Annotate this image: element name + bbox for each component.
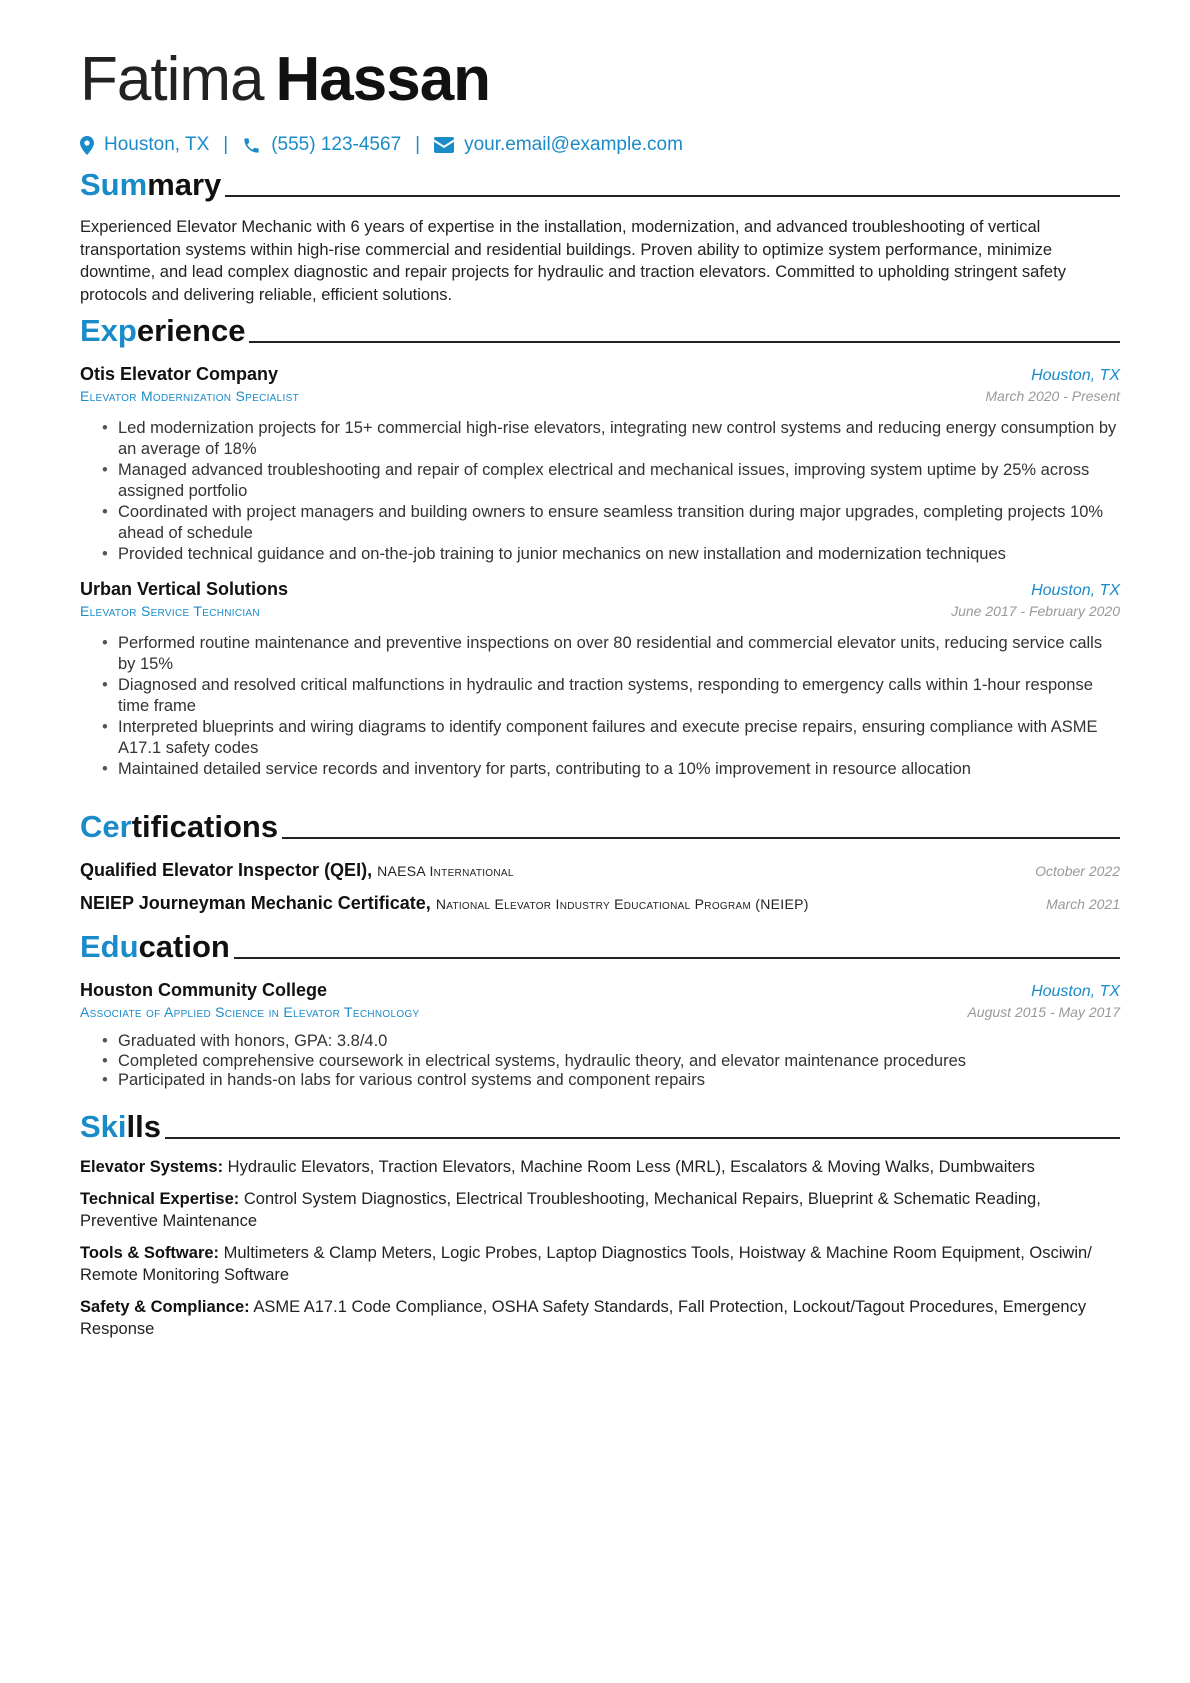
education-entry xyxy=(80,980,1120,1091)
first-name: Fatima xyxy=(80,45,264,114)
map-pin-icon xyxy=(80,136,94,155)
job-entry xyxy=(80,364,1120,565)
list-item: • Performed routine maintenance and preventive inspections on over 80 residential and commercial elevator units, reducing service calls by 15% xyxy=(102,634,1103,673)
section-title: Education xyxy=(80,929,230,964)
contact-email[interactable] xyxy=(434,134,683,156)
section-title: Skills xyxy=(80,1109,161,1144)
location-text: Houston, TX xyxy=(104,134,210,155)
list-item: • Completed comprehensive coursework in electrical systems, hydraulic theory, and elevator maintenance procedures xyxy=(102,1051,967,1070)
job-bullets xyxy=(80,418,1120,565)
list-item: • Led modernization projects for 15+ commercial high-rise elevators, integrating new control systems and reducing energy consumption by an average of 18% xyxy=(102,419,1117,458)
section-header xyxy=(80,804,1120,844)
job-location: Houston, TX xyxy=(1031,582,1120,599)
list-item: • Graduated with honors, GPA: 3.8/4.0 xyxy=(102,1032,388,1050)
section-rule xyxy=(282,837,1120,839)
job-title: Elevator Modernization Specialist xyxy=(80,388,299,404)
phone-text: (555) 123-4567 xyxy=(271,134,402,155)
cert-name: Qualified Elevator Inspector (QEI) xyxy=(80,860,368,880)
section-rule xyxy=(225,195,1120,197)
certifications-section xyxy=(80,804,1120,914)
education-section xyxy=(80,924,1120,1091)
section-rule xyxy=(234,957,1120,959)
job-title: Elevator Service Technician xyxy=(80,603,260,619)
certification-item: NEIEP Journeyman Mechanic Certificate, National Elevator Industry Educational Program (NEIEP) March 2021 xyxy=(80,893,1120,913)
section-header xyxy=(80,924,1120,964)
summary-section xyxy=(80,162,1120,306)
cert-org: National Elevator Industry Educational Program (NEIEP) xyxy=(435,896,809,912)
section-title: Summary xyxy=(80,167,222,202)
cert-org: NAESA International xyxy=(377,863,514,879)
skill-row: Tools & Software: Multimeters & Clamp Meters, Logic Probes, Laptop Diagnostics Tools, Hoistway & Machine Room Equipment, Osciwin/ Remote Monitoring Software xyxy=(80,1243,1092,1284)
cert-date: October 2022 xyxy=(1035,863,1120,879)
contact-location xyxy=(80,134,209,156)
list-item: • Maintained detailed service records and inventory for parts, contributing to a 10% improvement in resource allocation xyxy=(102,760,971,778)
list-item: • Interpreted blueprints and wiring diagrams to identify component failures and execute precise repairs, ensuring compliance with ASME A17.1 safety codes xyxy=(102,718,1098,757)
school-location: Houston, TX xyxy=(1031,983,1120,1000)
contact-separator: | xyxy=(415,134,421,155)
list-item: • Managed advanced troubleshooting and repair of complex electrical and mechanical issues, improving system uptime by 25% across assigned portfolio xyxy=(102,461,1090,500)
job-bullets xyxy=(80,633,1120,780)
education-dates: August 2015 - May 2017 xyxy=(967,1004,1120,1020)
skill-row: Elevator Systems: Hydraulic Elevators, Traction Elevators, Machine Room Less (MRL), Escalators & Moving Walks, Dumbwaiters xyxy=(80,1158,1035,1176)
contact-line xyxy=(80,134,683,156)
education-bullets xyxy=(80,1032,1120,1091)
company-name: Otis Elevator Company xyxy=(80,364,279,384)
cert-name: NEIEP Journeyman Mechanic Certificate xyxy=(80,893,426,913)
job-location: Houston, TX xyxy=(1031,367,1120,384)
envelope-icon xyxy=(434,137,454,153)
email-text: your.email@example.com xyxy=(464,134,683,155)
skill-row: Safety & Compliance: ASME A17.1 Code Compliance, OSHA Safety Standards, Fall Protection, Lockout/Tagout Procedures, Emergency Response xyxy=(80,1297,1087,1338)
section-header xyxy=(80,308,1120,348)
section-header xyxy=(80,1104,1120,1144)
section-title: Certifications xyxy=(80,809,279,844)
section-rule xyxy=(249,341,1120,343)
degree: Associate of Applied Science in Elevator Technology xyxy=(80,1004,420,1020)
list-item: • Diagnosed and resolved critical malfunctions in hydraulic and traction systems, responding to emergency calls within 1-hour response time frame xyxy=(102,676,1093,715)
candidate-name xyxy=(80,42,490,118)
phone-icon xyxy=(242,136,261,155)
contact-separator: | xyxy=(223,134,229,155)
skills-section xyxy=(80,1104,1120,1341)
last-name: Hassan xyxy=(275,45,491,114)
section-header xyxy=(80,162,1120,202)
section-title: Experience xyxy=(80,313,246,348)
job-entry xyxy=(80,579,1120,780)
cert-date: March 2021 xyxy=(1046,896,1120,912)
list-item: • Participated in hands-on labs for various control systems and component repairs xyxy=(102,1071,705,1089)
experience-section xyxy=(80,308,1120,780)
job-dates: June 2017 - February 2020 xyxy=(951,603,1120,619)
list-item: • Provided technical guidance and on-the-job training to junior mechanics on new installation and modernization techniques xyxy=(102,545,1006,563)
certification-item: Qualified Elevator Inspector (QEI), NAESA International October 2022 xyxy=(80,860,1120,880)
skill-row: Technical Expertise: Control System Diagnostics, Electrical Troubleshooting, Mechanical Repairs, Blueprint & Schematic Reading, Preventive Maintenance xyxy=(80,1189,1041,1230)
list-item: • Coordinated with project managers and building owners to ensure seamless transition during major upgrades, completing projects 10% ahead of schedule xyxy=(102,503,1104,542)
company-name: Urban Vertical Solutions xyxy=(80,579,289,599)
contact-phone[interactable] xyxy=(242,134,401,156)
school-name: Houston Community College xyxy=(80,980,327,1000)
summary-text: Experienced Elevator Mechanic with 6 years of expertise in the installation, modernization, and advanced troubleshooting of vertical transportation systems within high-rise commercial and residential buildings. Proven ability to optimize system performance, minimize downtime, and lead complex diagnostic and repair projects for hydraulic and traction elevators. Committed to upholding stringent safety protocols and delivering reliable, efficient solutions. xyxy=(80,218,1066,304)
section-rule xyxy=(165,1137,1120,1139)
job-dates: March 2020 - Present xyxy=(985,388,1120,404)
